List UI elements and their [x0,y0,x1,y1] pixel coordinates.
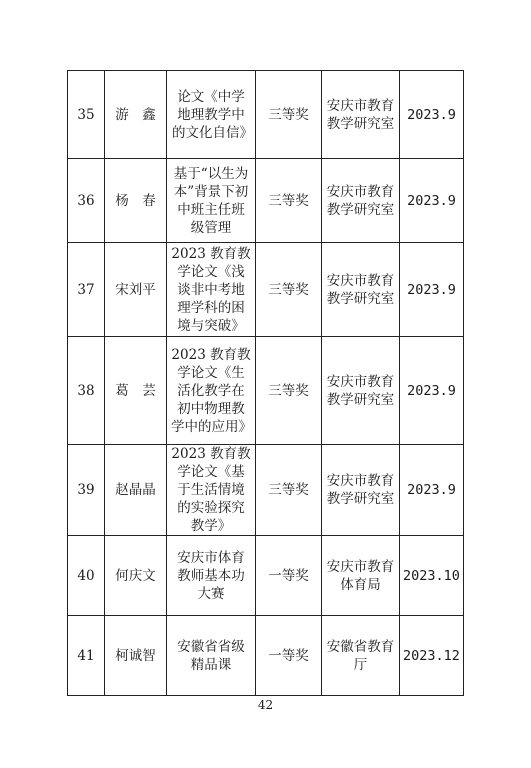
issuing-authority-text: 安庆市教育教学研究室 [326,272,395,307]
issuing-authority [322,536,400,616]
award-work-title-text: 安庆市体育教师基本功大赛 [177,549,245,602]
issuing-authority-text: 安庆市教育体育局 [326,558,395,593]
row-number: 38 [68,337,105,445]
award-work-title-text: 安徽省省级精品课 [177,638,245,673]
award-date: 2023.9 [400,159,464,243]
issuing-authority [322,159,400,243]
issuing-authority-text: 安庆市教育教学研究室 [326,373,395,408]
award-work-title [167,536,256,616]
winner-name: 何庆文 [105,536,167,616]
award-date: 2023.9 [400,243,464,337]
issuing-authority [322,337,400,445]
table-row [68,445,464,536]
award-work-title [167,159,256,243]
page-number: 42 [257,698,274,712]
issuing-authority-text: 安庆市教育教学研究室 [326,97,395,132]
award-work-title [167,445,256,536]
row-number: 39 [68,445,105,536]
issuing-authority [322,445,400,536]
award-work-title [167,243,256,337]
winner-name: 柯诚智 [105,616,167,696]
award-level: 一等奖 [256,536,322,616]
row-number: 40 [68,536,105,616]
award-work-title [167,71,256,159]
winner-name: 赵晶晶 [105,445,167,536]
award-level: 三等奖 [256,71,322,159]
award-work-title-text: 论文《中学地理教学中的文化自信》 [172,88,253,141]
table-row [68,337,464,445]
award-level: 三等奖 [256,445,322,536]
table-row [68,616,464,696]
issuing-authority [322,616,400,696]
award-work-title-text: 基于“以生为本”背景下初中班主任班级管理 [173,165,249,236]
award-work-title [167,337,256,445]
row-number: 35 [68,71,105,159]
row-number: 41 [68,616,105,696]
awards-table [67,70,464,696]
award-date: 2023.9 [400,71,464,159]
award-date: 2023.9 [400,445,464,536]
award-date: 2023.12 [400,616,464,696]
issuing-authority [322,71,400,159]
award-level: 三等奖 [256,243,322,337]
award-level: 三等奖 [256,159,322,243]
award-level: 一等奖 [256,616,322,696]
issuing-authority-text: 安徽省教育厅 [326,638,395,673]
award-date: 2023.9 [400,337,464,445]
award-date: 2023.10 [400,536,464,616]
winner-name: 宋刘平 [105,243,167,337]
award-level: 三等奖 [256,337,322,445]
issuing-authority-text: 安庆市教育教学研究室 [326,473,395,507]
award-work-title-text: 2023 教育教学论文《基于生活情境的实验探究教学》 [171,446,251,534]
award-work-title [167,616,256,696]
issuing-authority-text: 安庆市教育教学研究室 [326,183,395,218]
row-number: 37 [68,243,105,337]
table-row [68,536,464,616]
winner-name: 游 鑫 [105,71,167,159]
award-work-title-text: 2023 教育教学论文《浅谈非中考地理学科的困境与突破》 [171,245,251,334]
winner-name: 杨 春 [105,159,167,243]
table-row [68,71,464,159]
award-work-title-text: 2023 教育教学论文《生活化教学在初中物理教学中的应用》 [171,346,252,435]
winner-name: 葛 芸 [105,337,167,445]
table-row [68,159,464,243]
table-row [68,243,464,337]
issuing-authority [322,243,400,337]
row-number: 36 [68,159,105,243]
